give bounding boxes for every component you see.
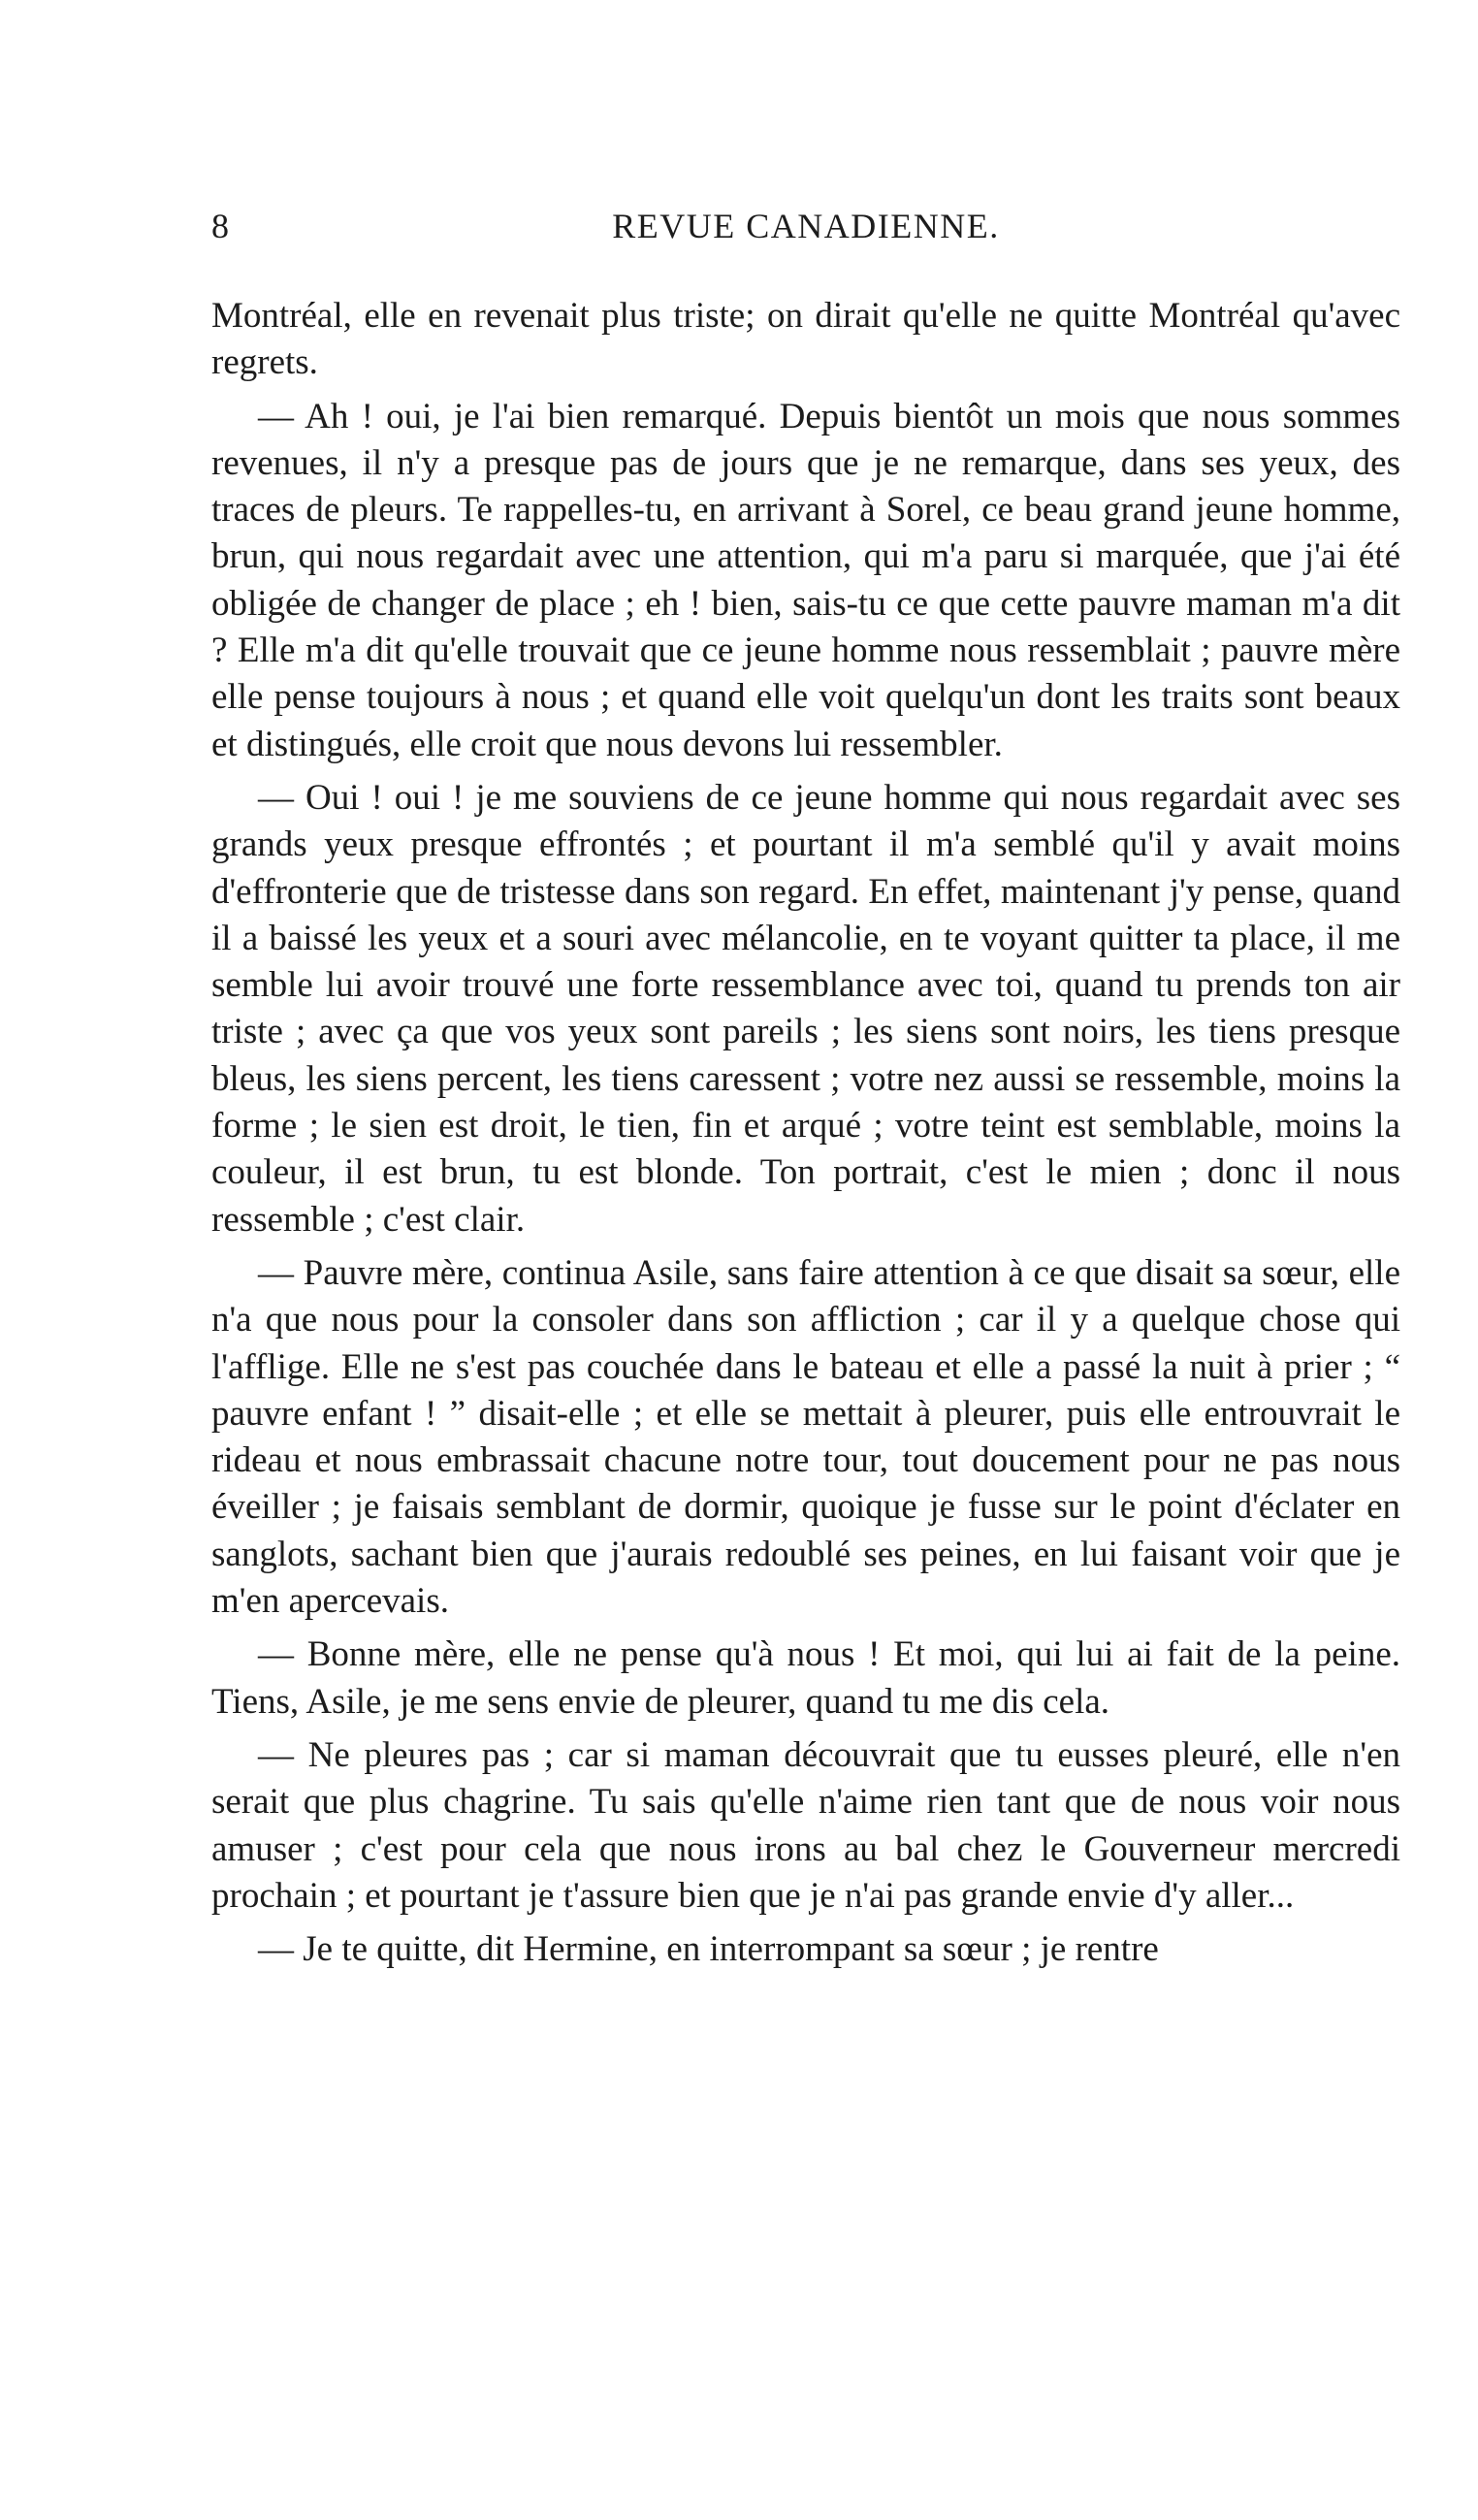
paragraph: — Bonne mère, elle ne pense qu'à nous ! Et moi, qui lui ai fait de la peine. Tiens, Asile, je me sens envie de pleurer, quand tu me dis cela.	[211, 1634, 1400, 1722]
body-text	[211, 293, 1400, 1973]
paragraph: — Ne pleures pas ; car si maman découvrait que tu eusses pleuré, elle n'en serait que plus chagrine. Tu sais qu'elle n'aime rien tant que de nous voir nous amuser ; c'est pour cela que nous irons au bal chez le Gouverneur mercredi prochain ; et pourtant je t'assure bien que je n'ai pas grande envie d'y aller...	[211, 1734, 1400, 1916]
page-number: 8	[211, 207, 230, 245]
book-page	[211, 206, 1400, 1980]
paragraph: Montréal, elle en revenait plus triste; on dirait qu'elle ne quitte Montréal qu'avec regrets.	[211, 296, 1400, 383]
paragraph: — Pauvre mère, continua Asile, sans faire attention à ce que disait sa sœur, elle n'a que nous pour la consoler dans son affliction ; car il y a quelque chose qui l'afflige. Elle ne s'est pas couchée dans le bateau et elle a passé la nuit à prier ; “ pauvre enfant ! ” disait-elle ; et elle se mettait à pleurer, puis elle entrouvrait le rideau et nous embrassait chacune notre tour, tout doucement pour ne pas nous éveiller ; je faisais semblant de dormir, quoique je fusse sur le point d'éclater en sanglots, sachant bien que j'aurais redoublé ses peines, en lui faisant voir que je m'en apercevais.	[211, 1252, 1400, 1622]
running-title: REVUE CANADIENNE.	[612, 207, 1000, 245]
paragraph: — Je te quitte, dit Hermine, en interrompant sa sœur ; je rentre	[258, 1929, 1159, 1970]
paragraph: — Oui ! oui ! je me souviens de ce jeune homme qui nous regardait avec ses grands yeux presque effrontés ; et pourtant il m'a semblé qu'il y avait moins d'effronterie que de tristesse dans son regard. En effet, maintenant j'y pense, quand il a baissé les yeux et a souri avec mélancolie, en te voyant quitter ta place, il me semble lui avoir trouvé une forte ressemblance avec toi, quand tu prends ton air triste ; avec ça que vos yeux sont pareils ; les siens sont noirs, les tiens presque bleus, les siens percent, les tiens caressent ; votre nez aussi se ressemble, moins la forme ; le sien est droit, le tien, fin et arqué ; votre teint est semblable, moins la couleur, il est brun, tu est blonde. Ton portrait, c'est le mien ; donc il nous ressemble ; c'est clair.	[211, 777, 1400, 1240]
page-header	[211, 206, 1400, 254]
paragraph: — Ah ! oui, je l'ai bien remarqué. Depuis bientôt un mois que nous sommes revenues, il n'y a presque pas de jours que je ne remarque, dans ses yeux, des traces de pleurs. Te rappelles-tu, en arrivant à Sorel, ce beau grand jeune homme, brun, qui nous regardait avec une attention, qui m'a paru si marquée, que j'ai été obligée de changer de place ; eh ! bien, sais-tu ce que cette pauvre maman m'a dit ? Elle m'a dit qu'elle trouvait que ce jeune homme nous ressemblait ; pauvre mère elle pense toujours à nous ; et quand elle voit quelqu'un dont les traits sont beaux et distingués, elle croit que nous devons lui ressembler.	[211, 396, 1400, 764]
